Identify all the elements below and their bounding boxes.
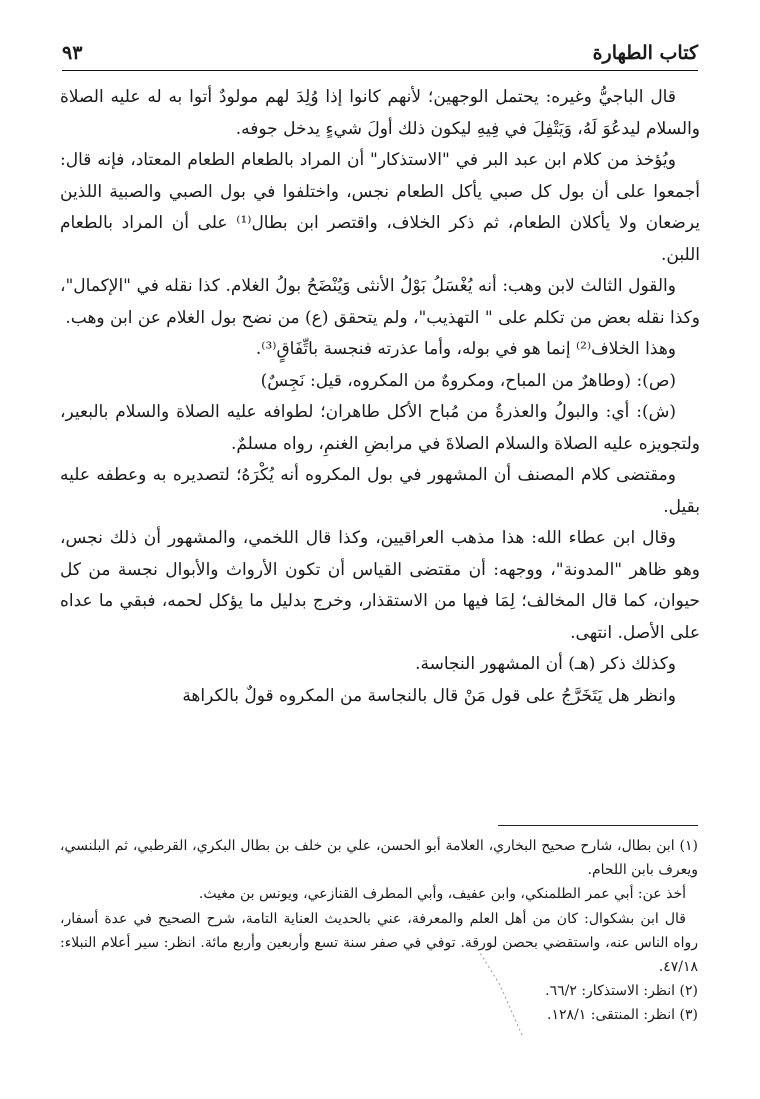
paragraph: (ص): (وطاهرٌ من المباح، ومكروهٌ من المكروه، قيل: نَجِسٌ): [260, 370, 676, 391]
scan-smudge-mark: [470, 940, 530, 1040]
paragraph: قال الباجيُّ وغيره: يحتمل الوجهين؛ لأنهم كانوا إذا وُلِدَ لهم مولودٌ أتوا به له عليه الصلاة والسلام ليدعُوَ لَهُ، وَيَتْفِلَ في فِيهِ ليكون ذلك أولَ شيءٍ يدخل جوفه.: [60, 87, 700, 139]
paragraph: وهذا الخلاف⁽²⁾ إنما هو في بوله، وأما عذرته فنجسة باتِّفَاقٍ⁽³⁾.: [255, 339, 676, 359]
paragraph: وقال ابن عطاء الله: هذا مذهب العراقيين، وكذا قال اللخمي، والمشهور أن ذلك نجس، وهو ظاهر "المدونة"، ووجهه: أن مقتضى القياس أن تكون الأرواث والأبوال نجسة من كل حيوان، كما قال المخالف؛ لِمَا فيها من الاستقذار، وخرج بدليل ما يؤكل لحمه، فبقي ما عداه على الأصل. انتهى.: [60, 528, 700, 643]
paragraph: ومقتضى كلام المصنف أن المشهور في بول المكروه أنه يُكْرَهُ؛ لتصديره به وعطفه عليه بقيل.: [60, 465, 700, 517]
footnote: (٣) انظر: المنتقى: ١٢٨/١.: [547, 1007, 698, 1024]
page-number: ٩٣: [62, 42, 83, 64]
footnote: قال ابن بشكوال: كان من أهل العلم والمعرفة، عني بالحديث العناية التامة، شرح الصحيح في عدة أسفار، رواه الناس عنه، واستقضي بحصن لورقة. توفي في صفر سنة تسع وأربعين وأربع مائة. انظر: سير أعلام النبلاء: ٤٧/١٨.: [60, 910, 698, 976]
paragraph: وانظر هل يَتَخَرَّجُ على قول مَنْ قال بالنجاسة من المكروه قولٌ بالكراهة: [182, 685, 676, 706]
paragraph: والقول الثالث لابن وهب: أنه يُغْسَلُ بَوْلُ الأنثى وَيُنْضَحُ بولُ الغلام. كذا نقله في "الإكمال"، وكذا نقله بعض من تكلم على " التهذيب"، ولم يتحقق (ع) من نضح بول الغلام عن ابن وهب.: [60, 276, 700, 328]
header-rule: [62, 70, 698, 71]
paragraph: وكذلك ذكر (هـ) أن المشهور النجاسة.: [415, 654, 676, 674]
footnote: (٢) انظر: الاستذكار: ٦٦/٢.: [545, 983, 698, 1000]
main-text: [60, 82, 700, 712]
paragraph: ويُؤخذ من كلام ابن عبد البر في "الاستذكار" أن المراد بالطعام الطعام المعتاد، فإنه قال: أجمعوا على أن بول كل صبي يأكل الطعام نجس، واختلفوا في بول الصبي والصبية اللذين يرضعان ولا يأكلان الطعام، ثم ذكر الخلاف، واقتصر ابن بطال⁽¹⁾ على أن المراد بالطعام اللبن.: [60, 150, 700, 265]
footnote: (١) ابن بطال، شارح صحيح البخاري، العلامة أبو الحسن، علي بن خلف بن بطال البكري، القرطبي، ثم البلنسي، ويعرف بابن اللحام.: [60, 838, 698, 879]
footnote-rule: [498, 825, 698, 826]
page-header: [62, 38, 698, 68]
footnote: أخذ عن: أبي عمر الطلمنكي، وابن عفيف، وأبي المطرف القنازعي، ويونس بن مغيث.: [198, 886, 686, 903]
chapter-title: كتاب الطهارة: [592, 42, 698, 64]
paragraph: (ش): أي: والبولُ والعذرةُ من مُباح الأكل طاهران؛ لطوافه عليه الصلاة والسلام بالبعير، ولتجويزه عليه الصلاة والسلام الصلاةَ في مرابضِ الغنمِ، رواه مسلمٌ.: [60, 402, 700, 454]
footnotes: [60, 834, 698, 1028]
